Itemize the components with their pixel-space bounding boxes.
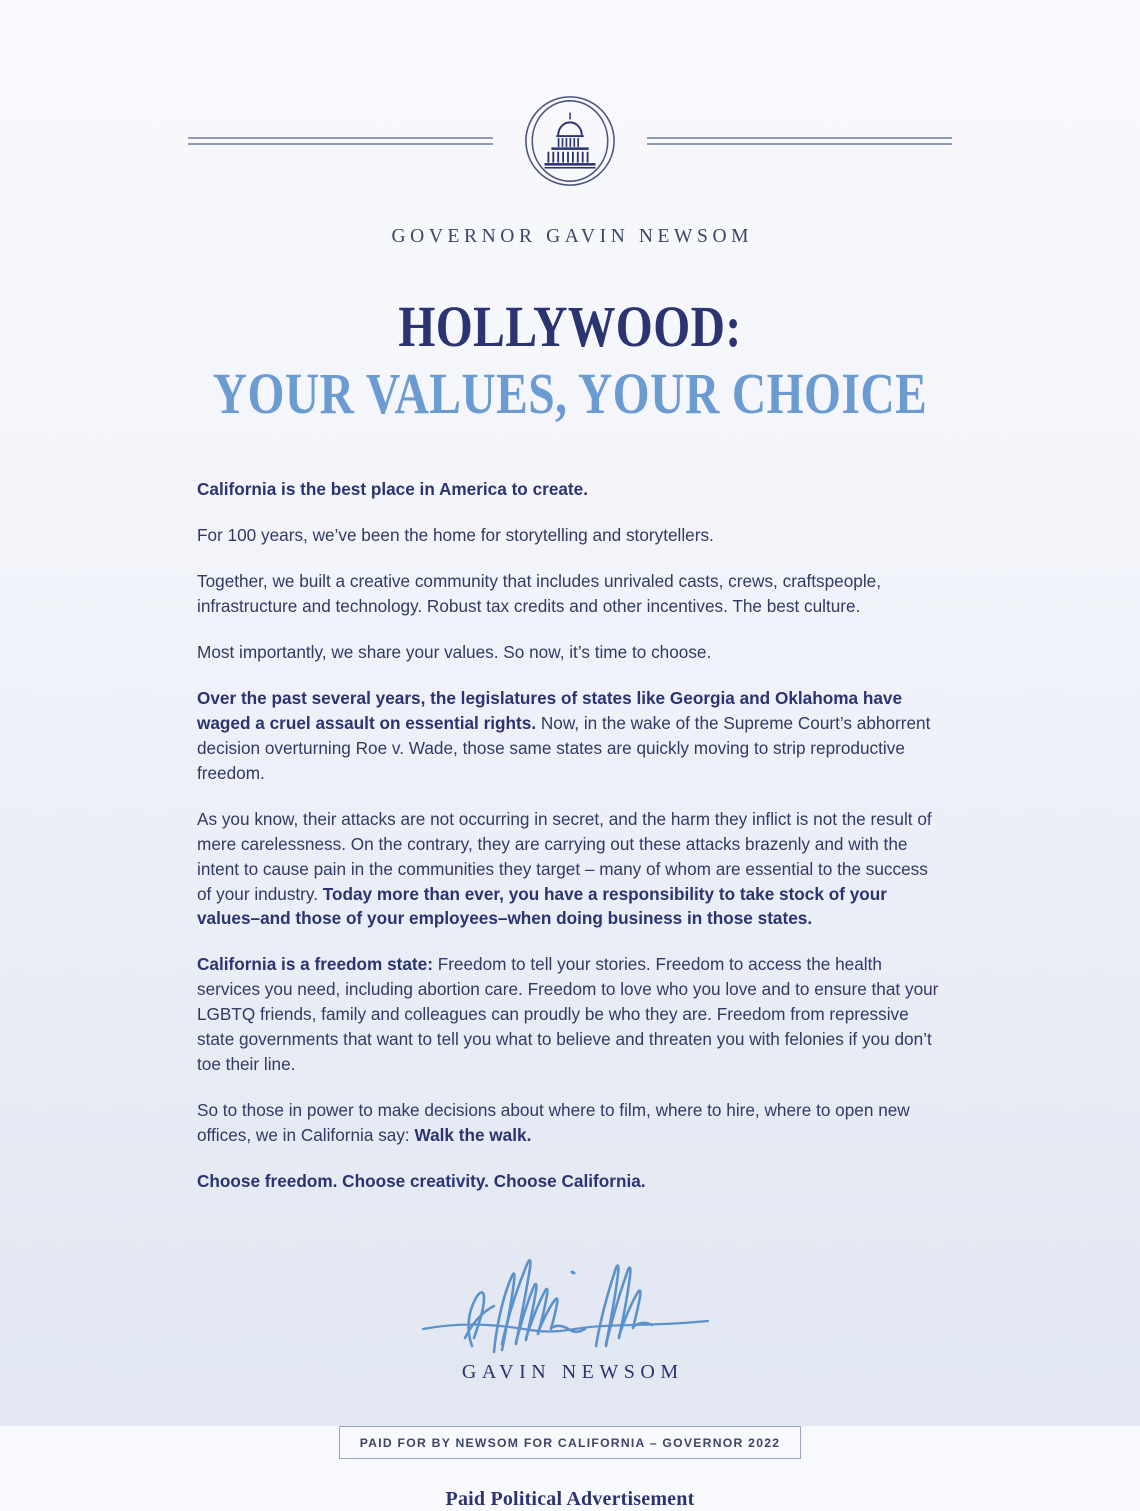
title-line-values: YOUR VALUES, YOUR CHOICE — [212, 360, 928, 426]
capitol-dome-icon — [521, 92, 619, 190]
paragraph-legislatures — [197, 686, 943, 786]
divider-rule-right — [647, 137, 952, 145]
paragraph-creative-community: Together, we built a creative community that includes unrivaled casts, crews, craftspeople, infrastructure and technology. Robust tax credits and other incentives. The best culture. — [197, 571, 882, 617]
signature-name: GAVIN NEWSOM — [461, 1360, 684, 1383]
letterhead-header — [0, 0, 1140, 190]
paragraph-attacks-rest: As you know, their attacks are not occurring in secret, and the harm they inflict is not the result of mere carelessness. On the contrary, they are carrying out these attacks brazenly and with the intent to cause pain in the communities they target – many of whom are essential to the success of your industry. — [197, 808, 932, 904]
letter-body — [197, 425, 943, 1194]
paragraph-legislatures-bold: Over the past several years, the legislatures of states like Georgia and Oklahoma have waged a cruel assault on essential rights. — [197, 687, 902, 733]
paid-political-advertisement-label: Paid Political Advertisement — [445, 1487, 695, 1510]
footer — [0, 1426, 1140, 1511]
paragraph-attacks — [197, 807, 943, 932]
paragraph-walk-bold: Walk the walk. — [414, 1125, 532, 1145]
gavin-newsom-signature-icon — [420, 1234, 720, 1359]
divider-rule-left — [188, 137, 493, 145]
paragraph-walk-rest: So to those in power to make decisions about where to film, where to hire, where to open new offices, we in California say: — [197, 1100, 910, 1145]
page-title — [0, 296, 1140, 425]
paid-for-disclaimer: PAID FOR BY NEWSOM FOR CALIFORNIA – GOVERNOR 2022 — [339, 1426, 802, 1459]
paragraph-freedom-state — [197, 952, 943, 1077]
paragraph-attacks-bold: Today more than ever, you have a responsibility to take stock of your values–and those of your employees–when doing business in those states. — [197, 883, 887, 929]
paragraph-freedom-state-rest: Freedom to tell your stories. Freedom to access the health services you need, including abortion care. Freedom to love who you love and to ensure that your LGBTQ friends, family and colleagues can proudly be who they are. Freedom from repressive state governments that want to tell you what to believe and threaten you with felonies if you don’t toe their line. — [197, 954, 939, 1075]
paragraph-choose — [197, 1169, 943, 1194]
paragraph-legislatures-rest: Now, in the wake of the Supreme Court’s abhorrent decision overturning Roe v. Wade, those same states are quickly moving to strip reproductive freedom. — [197, 712, 931, 783]
paragraph-freedom-state-bold: California is a freedom state: — [197, 954, 433, 975]
paragraph-choose-bold: Choose freedom. Choose creativity. Choose California. — [197, 1170, 646, 1191]
signature-block — [0, 1234, 1140, 1384]
paragraph-100-years: For 100 years, we’ve been the home for storytelling and storytellers. — [197, 525, 714, 546]
title-line-hollywood: HOLLYWOOD: — [398, 294, 742, 359]
governor-name: GOVERNOR GAVIN NEWSOM — [391, 226, 754, 247]
paragraph-share-values: Most importantly, we share your values. So now, it’s time to choose. — [197, 642, 712, 662]
paragraph-lede — [197, 477, 943, 502]
paragraph-walk-the-walk — [197, 1098, 943, 1148]
lede-text: California is the best place in America to create. — [197, 479, 588, 500]
